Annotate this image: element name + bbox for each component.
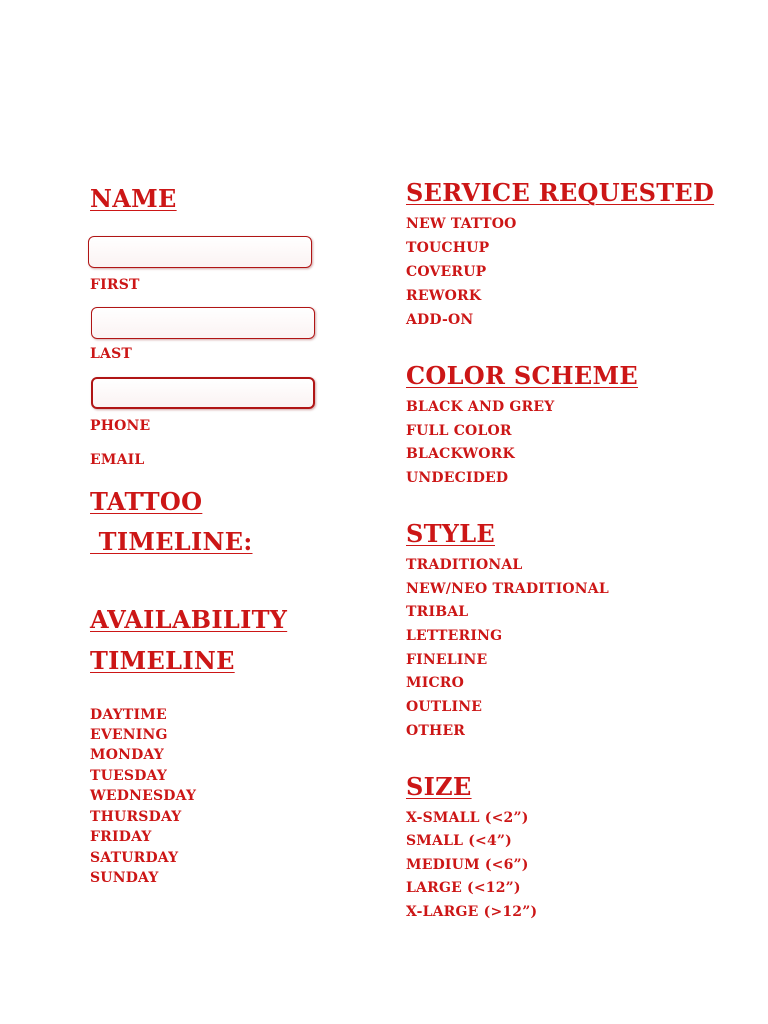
last-name-input[interactable]	[91, 307, 315, 339]
service-item-add-on: ADD-ON	[406, 312, 474, 328]
availability-item-daytime: DAYTIME	[90, 707, 167, 723]
style-item-traditional: TRADITIONAL	[406, 557, 523, 573]
first-name-label: FIRST	[90, 277, 140, 293]
size-item-x-large: X-LARGE (>12”)	[406, 904, 538, 920]
last-name-label: LAST	[90, 346, 133, 362]
style-heading: STYLE	[406, 519, 495, 548]
phone-label: PHONE	[90, 418, 151, 434]
availability-item-friday: FRIDAY	[90, 829, 152, 845]
size-item-large: LARGE (<12”)	[406, 880, 521, 896]
size-item-medium: MEDIUM (<6”)	[406, 857, 529, 873]
tattoo-timeline-heading-line1: TATTOO	[90, 487, 203, 516]
style-list	[406, 558, 706, 748]
availability-list	[90, 708, 290, 898]
name-heading: NAME	[90, 184, 177, 213]
color-scheme-list	[406, 400, 706, 500]
availability-item-monday: MONDAY	[90, 747, 164, 763]
color-item-black-and-grey: BLACK AND GREY	[406, 399, 555, 415]
service-item-new-tattoo: NEW TATTOO	[406, 216, 517, 232]
availability-heading-line1: AVAILABILITY	[90, 605, 288, 634]
color-item-undecided: UNDECIDED	[406, 470, 509, 486]
availability-heading-line2: TIMELINE	[90, 646, 235, 675]
size-item-small: SMALL (<4”)	[406, 833, 513, 849]
style-item-fineline: FINELINE	[406, 652, 488, 668]
availability-item-thursday: THURSDAY	[90, 809, 182, 825]
color-scheme-heading: COLOR SCHEME	[406, 361, 638, 390]
email-label: EMAIL	[90, 452, 145, 468]
service-requested-heading: SERVICE REQUESTED	[406, 178, 715, 207]
availability-item-wednesday: WEDNESDAY	[90, 788, 197, 804]
size-heading: SIZE	[406, 772, 472, 801]
color-item-full-color: FULL COLOR	[406, 423, 512, 439]
style-item-tribal: TRIBAL	[406, 604, 469, 620]
phone-input[interactable]	[91, 377, 315, 409]
tattoo-timeline-heading-line2: TIMELINE:	[90, 527, 253, 556]
style-item-neo-traditional: NEW/NEO TRADITIONAL	[406, 581, 609, 597]
availability-item-saturday: SATURDAY	[90, 850, 179, 866]
service-item-touchup: TOUCHUP	[406, 240, 490, 256]
service-item-rework: REWORK	[406, 288, 482, 304]
style-item-lettering: LETTERING	[406, 628, 503, 644]
size-item-x-small: X-SMALL (<2”)	[406, 810, 529, 826]
service-item-coverup: COVERUP	[406, 264, 487, 280]
service-list	[406, 217, 706, 337]
availability-item-evening: EVENING	[90, 727, 168, 743]
availability-item-sunday: SUNDAY	[90, 870, 159, 886]
first-name-input[interactable]	[88, 236, 312, 268]
color-item-blackwork: BLACKWORK	[406, 446, 515, 462]
style-item-outline: OUTLINE	[406, 699, 483, 715]
availability-item-tuesday: TUESDAY	[90, 768, 168, 784]
size-list	[406, 811, 706, 931]
style-item-micro: MICRO	[406, 675, 465, 691]
style-item-other: OTHER	[406, 723, 466, 739]
